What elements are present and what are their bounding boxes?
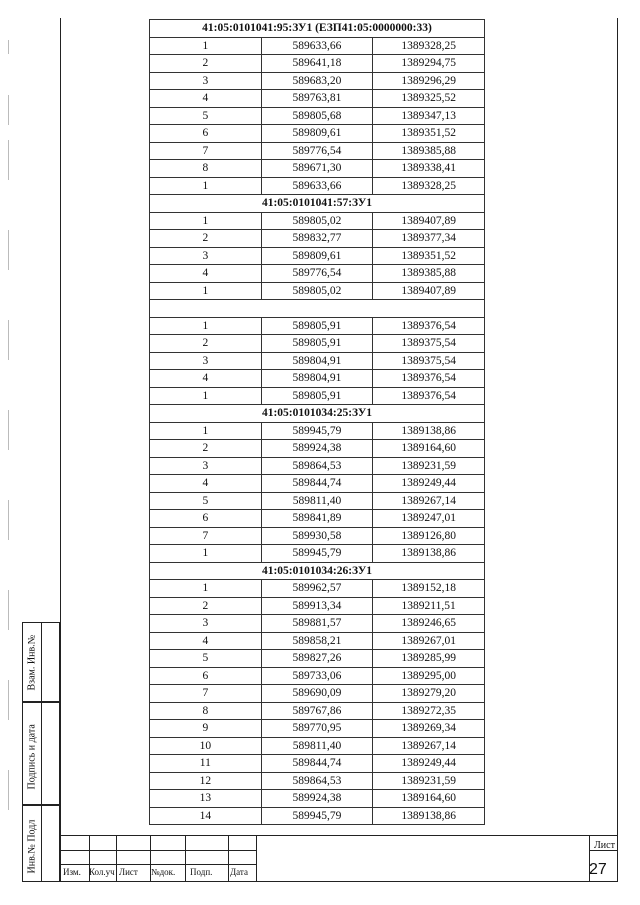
coord-y: 1389376,54 [373, 370, 485, 388]
coord-y: 1389385,88 [373, 265, 485, 283]
point-number: 2 [150, 230, 262, 248]
point-number: 11 [150, 755, 262, 773]
stamp-data: Дата [230, 867, 248, 877]
coord-x: 589844,74 [261, 755, 373, 773]
point-number: 1 [150, 545, 262, 563]
coord-y: 1389164,60 [373, 440, 485, 458]
point-number: 2 [150, 597, 262, 615]
point-number: 5 [150, 492, 262, 510]
table-row [150, 510, 485, 528]
coord-y: 1389295,00 [373, 667, 485, 685]
point-number: 5 [150, 650, 262, 668]
coord-x: 589805,02 [261, 282, 373, 300]
frame-left-line [60, 18, 61, 882]
table-row [150, 772, 485, 790]
table-row [150, 737, 485, 755]
point-number: 3 [150, 615, 262, 633]
coord-y: 1389347,13 [373, 107, 485, 125]
coord-y: 1389267,14 [373, 737, 485, 755]
coord-x: 589776,54 [261, 142, 373, 160]
section-header-row [150, 20, 485, 38]
coord-x: 589962,57 [261, 580, 373, 598]
point-number: 12 [150, 772, 262, 790]
table-row [150, 790, 485, 808]
coord-x: 589811,40 [261, 492, 373, 510]
coord-y: 1389138,86 [373, 807, 485, 825]
coord-x: 589671,30 [261, 160, 373, 178]
coord-x: 589864,53 [261, 457, 373, 475]
section-header-row [150, 195, 485, 213]
section-title: 41:05:0101034:26:ЗУ1 [150, 562, 485, 580]
coord-x: 589763,81 [261, 90, 373, 108]
section-title: 41:05:0101041:95:ЗУ1 (ЕЗП41:05:0000000:33) [150, 20, 485, 38]
section-header-row [150, 562, 485, 580]
point-number: 2 [150, 440, 262, 458]
coord-y: 1389407,89 [373, 282, 485, 300]
table-row [150, 755, 485, 773]
point-number: 1 [150, 212, 262, 230]
sheet-number: 27 [589, 861, 607, 878]
stamp-podp: Подп. [190, 867, 213, 877]
point-number: 14 [150, 807, 262, 825]
coord-x: 589805,91 [261, 317, 373, 335]
coord-y: 1389328,25 [373, 177, 485, 195]
coord-x: 589770,95 [261, 720, 373, 738]
point-number: 4 [150, 90, 262, 108]
coord-y: 1389138,86 [373, 545, 485, 563]
coord-y: 1389375,54 [373, 335, 485, 353]
coord-y: 1389285,99 [373, 650, 485, 668]
point-number: 1 [150, 387, 262, 405]
coord-y: 1389328,25 [373, 37, 485, 55]
point-number: 8 [150, 702, 262, 720]
coord-x: 589805,91 [261, 387, 373, 405]
section-header-row [150, 300, 485, 318]
table-row [150, 55, 485, 73]
table-row [150, 492, 485, 510]
coord-y: 1389351,52 [373, 247, 485, 265]
stamp-list: Лист [119, 867, 138, 877]
point-number: 3 [150, 247, 262, 265]
coord-x: 589683,20 [261, 72, 373, 90]
coord-x: 589827,26 [261, 650, 373, 668]
table-row [150, 807, 485, 825]
point-number: 5 [150, 107, 262, 125]
table-row [150, 230, 485, 248]
table-row [150, 580, 485, 598]
coord-x: 589945,79 [261, 422, 373, 440]
table-row [150, 160, 485, 178]
point-number: 4 [150, 632, 262, 650]
coord-y: 1389231,59 [373, 772, 485, 790]
coord-y: 1389377,34 [373, 230, 485, 248]
table-row [150, 632, 485, 650]
table-row [150, 107, 485, 125]
coord-y: 1389231,59 [373, 457, 485, 475]
table-row [150, 457, 485, 475]
coord-y: 1389164,60 [373, 790, 485, 808]
title-block [60, 835, 618, 882]
point-number: 4 [150, 265, 262, 283]
coord-y: 1389267,14 [373, 492, 485, 510]
point-number: 10 [150, 737, 262, 755]
table-row [150, 440, 485, 458]
table-row [150, 90, 485, 108]
coord-x: 589805,91 [261, 335, 373, 353]
stamp-ndok: №док. [151, 867, 176, 877]
coord-x: 589690,09 [261, 685, 373, 703]
point-number: 3 [150, 352, 262, 370]
point-number: 2 [150, 55, 262, 73]
point-number: 1 [150, 282, 262, 300]
point-number: 7 [150, 527, 262, 545]
table-row [150, 545, 485, 563]
point-number: 1 [150, 580, 262, 598]
coord-x: 589633,66 [261, 177, 373, 195]
coord-y: 1389294,75 [373, 55, 485, 73]
section-title: 41:05:0101034:25:ЗУ1 [150, 405, 485, 423]
frame-right-line [617, 18, 618, 882]
point-number: 8 [150, 160, 262, 178]
point-number: 4 [150, 370, 262, 388]
coord-x: 589841,89 [261, 510, 373, 528]
coord-y: 1389325,52 [373, 90, 485, 108]
point-number: 2 [150, 335, 262, 353]
coord-x: 589767,86 [261, 702, 373, 720]
coord-x: 589641,18 [261, 55, 373, 73]
table-row [150, 527, 485, 545]
table-row [150, 352, 485, 370]
table-row [150, 685, 485, 703]
coord-x: 589809,61 [261, 247, 373, 265]
table-row [150, 650, 485, 668]
coord-y: 1389249,44 [373, 475, 485, 493]
table-row [150, 370, 485, 388]
point-number: 1 [150, 422, 262, 440]
point-number: 9 [150, 720, 262, 738]
table-row [150, 702, 485, 720]
table-row [150, 667, 485, 685]
coord-y: 1389269,34 [373, 720, 485, 738]
coord-y: 1389126,80 [373, 527, 485, 545]
coord-y: 1389338,41 [373, 160, 485, 178]
coord-x: 589804,91 [261, 352, 373, 370]
coord-y: 1389211,51 [373, 597, 485, 615]
point-number: 1 [150, 317, 262, 335]
coord-x: 589832,77 [261, 230, 373, 248]
stamp-kol-uch: Кол.уч [89, 867, 115, 877]
coord-x: 589864,53 [261, 772, 373, 790]
point-number: 1 [150, 37, 262, 55]
table-row [150, 615, 485, 633]
coord-x: 589881,57 [261, 615, 373, 633]
table-row [150, 720, 485, 738]
coord-y: 1389296,29 [373, 72, 485, 90]
point-number: 4 [150, 475, 262, 493]
point-number: 13 [150, 790, 262, 808]
table-row [150, 282, 485, 300]
point-number: 3 [150, 72, 262, 90]
coord-x: 589844,74 [261, 475, 373, 493]
table-row [150, 247, 485, 265]
section-title: 41:05:0101041:57:ЗУ1 [150, 195, 485, 213]
table-row [150, 335, 485, 353]
table-row [150, 475, 485, 493]
table-row [150, 265, 485, 283]
point-number: 7 [150, 685, 262, 703]
point-number: 3 [150, 457, 262, 475]
table-row [150, 387, 485, 405]
coord-y: 1389272,35 [373, 702, 485, 720]
coord-y: 1389376,54 [373, 387, 485, 405]
coord-y: 1389246,65 [373, 615, 485, 633]
coord-y: 1389138,86 [373, 422, 485, 440]
table-row [150, 125, 485, 143]
label-podpis-data: Подпись и дата [26, 724, 38, 790]
coord-y: 1389249,44 [373, 755, 485, 773]
table-row [150, 422, 485, 440]
point-number: 6 [150, 667, 262, 685]
point-number: 1 [150, 177, 262, 195]
coord-x: 589805,68 [261, 107, 373, 125]
section-title [150, 300, 485, 318]
coord-y: 1389385,88 [373, 142, 485, 160]
coord-x: 589945,79 [261, 807, 373, 825]
table-row [150, 37, 485, 55]
coord-y: 1389247,01 [373, 510, 485, 528]
coord-y: 1389351,52 [373, 125, 485, 143]
coord-y: 1389375,54 [373, 352, 485, 370]
coord-x: 589733,06 [261, 667, 373, 685]
table-row [150, 72, 485, 90]
coord-x: 589809,61 [261, 125, 373, 143]
coord-x: 589924,38 [261, 440, 373, 458]
table-row [150, 142, 485, 160]
label-vzam-inv: Взам. Инв.№ [26, 634, 38, 691]
point-number: 6 [150, 510, 262, 528]
coord-x: 589930,58 [261, 527, 373, 545]
coord-x: 589804,91 [261, 370, 373, 388]
point-number: 6 [150, 125, 262, 143]
coord-x: 589924,38 [261, 790, 373, 808]
coord-x: 589858,21 [261, 632, 373, 650]
table-row [150, 597, 485, 615]
coord-x: 589945,79 [261, 545, 373, 563]
coord-y: 1389279,20 [373, 685, 485, 703]
point-number: 7 [150, 142, 262, 160]
coord-y: 1389407,89 [373, 212, 485, 230]
coord-y: 1389152,18 [373, 580, 485, 598]
table-row [150, 177, 485, 195]
sheet-label: Лист [594, 840, 615, 851]
coord-y: 1389267,01 [373, 632, 485, 650]
coord-x: 589811,40 [261, 737, 373, 755]
table-row [150, 317, 485, 335]
coord-y: 1389376,54 [373, 317, 485, 335]
coord-x: 589913,34 [261, 597, 373, 615]
label-inv-podl: Инв.№ Подл [26, 819, 38, 874]
coord-x: 589633,66 [261, 37, 373, 55]
coord-x: 589805,02 [261, 212, 373, 230]
section-header-row [150, 405, 485, 423]
table-row [150, 212, 485, 230]
stamp-izm: Изм. [63, 867, 81, 877]
coordinates-table [149, 19, 485, 825]
coord-x: 589776,54 [261, 265, 373, 283]
